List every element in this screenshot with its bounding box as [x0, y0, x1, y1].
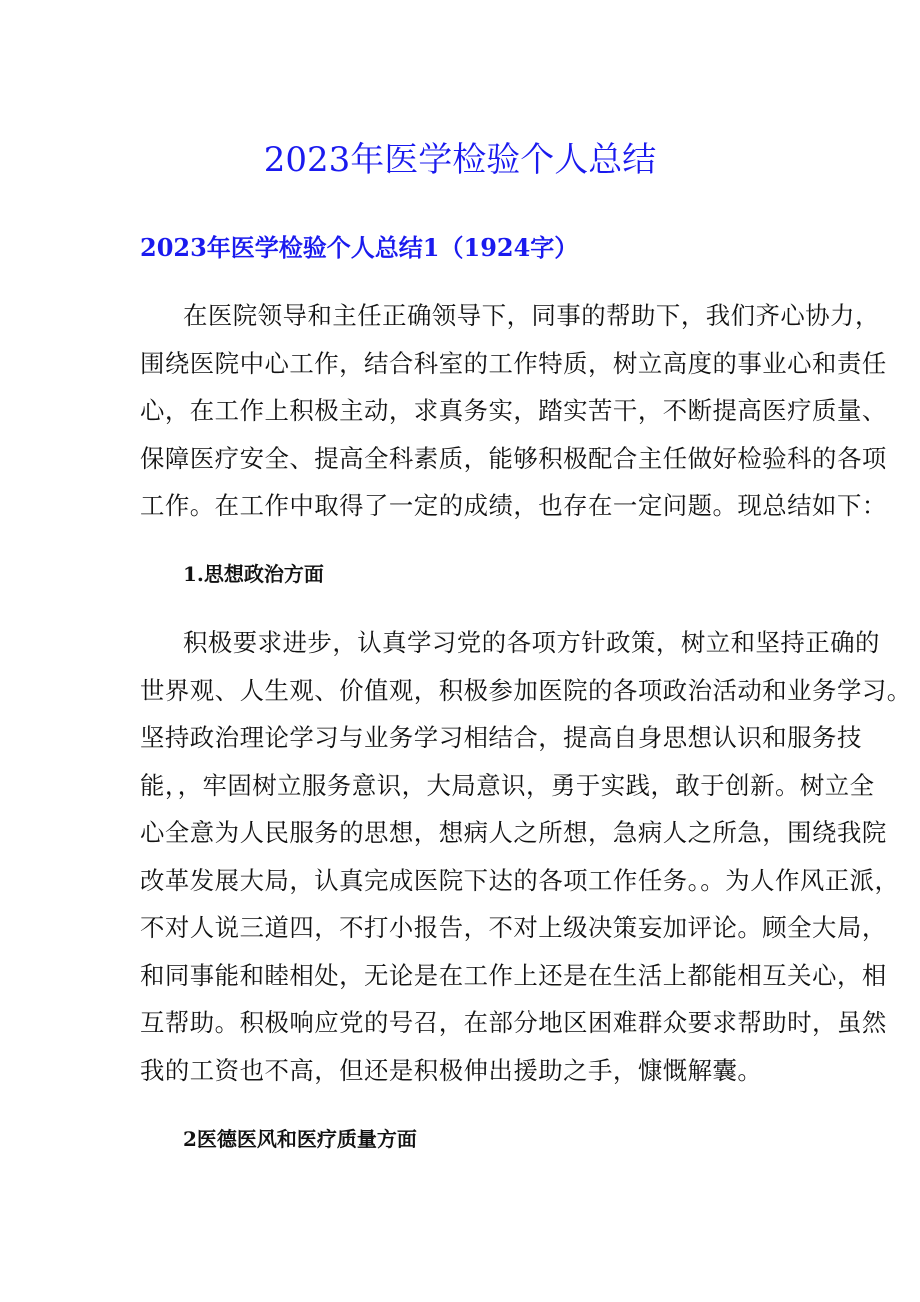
- paragraph-intro: [140, 292, 887, 530]
- text-line: 和同事能和睦相处，无论是在工作上还是在生活上都能相互关心，相: [140, 960, 887, 990]
- text-line: 坚持政治理论学习与业务学习相结合，提高自身思想认识和服务技: [140, 723, 862, 752]
- paragraph-politics: [140, 619, 912, 1094]
- text-line: 在医院领导和主任正确领导下，同事的帮助下，我们齐心协力，: [183, 301, 880, 330]
- text-line: 我的工资也不高，但还是积极伸出援助之手，慷慨解囊。: [140, 1055, 763, 1085]
- document-title: 2023年医学检验个人总结: [263, 140, 657, 180]
- subsection-heading-1: 1.思想政治方面: [183, 562, 324, 586]
- text-line: 互帮助。积极响应党的号召，在部分地区困难群众要求帮助时，虽然: [140, 1008, 887, 1037]
- text-line: 积极要求进步，认真学习党的各项方针政策，树立和坚持正确的: [183, 628, 880, 657]
- text-line: 心全意为人民服务的思想，想病人之所想，急病人之所急，围绕我院: [140, 818, 887, 847]
- text-line: 保障医疗安全、提高全科素质，能够积极配合主任做好检验科的各项: [140, 443, 887, 473]
- text-line: 世界观、人生观、价值观，积极参加医院的各项政治活动和业务学习。: [140, 675, 912, 705]
- text-line: 改革发展大局，认真完成医院下达的各项工作任务。。为人作风正派，: [140, 865, 900, 895]
- text-line: 心，在工作上积极主动，求真务实，踏实苦干，不断提高医疗质量、: [140, 396, 887, 425]
- section-heading: 2023年医学检验个人总结1（1924字）: [140, 233, 579, 262]
- text-line: 围绕医院中心工作，结合科室的工作特质，树立高度的事业心和责任: [140, 348, 887, 378]
- subsection-heading-2: 2医德医风和医疗质量方面: [183, 1127, 417, 1151]
- text-line: 不对人说三道四，不打小报告，不对上级决策妄加评论。顾全大局，: [140, 913, 887, 942]
- text-line: 工作。在工作中取得了一定的成绩，也存在一定问题。现总结如下：: [140, 491, 887, 520]
- text-line: 能，，牢固树立服务意识，大局意识，勇于实践，敢于创新。树立全: [140, 770, 875, 800]
